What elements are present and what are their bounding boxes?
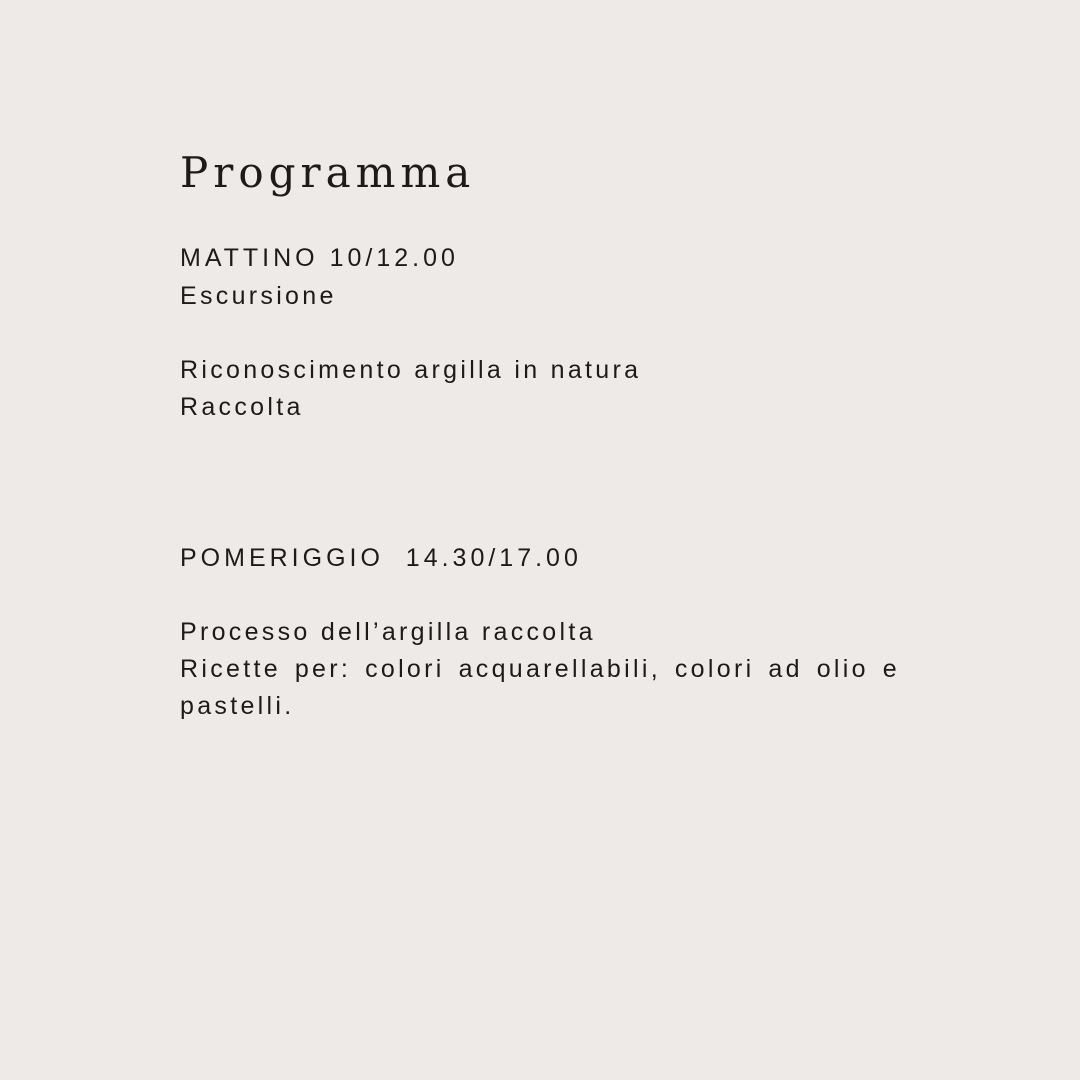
afternoon-heading-text: POMERIGGIO 14.30/17.00 xyxy=(180,544,582,572)
morning-heading: MATTINO 10/12.00 xyxy=(180,244,459,272)
page-title: Programma xyxy=(180,148,476,197)
afternoon-item-ricette: Ricette per: colori acquarellabili, colori ad olio e pastelli. xyxy=(180,655,900,720)
morning-item-escursione: Escursione xyxy=(180,282,337,310)
morning-item-raccolta: Raccolta xyxy=(180,393,304,421)
morning-item-riconoscimento: Riconoscimento argilla in natura xyxy=(180,356,642,384)
afternoon-item-processo: Processo dell’argilla raccolta xyxy=(180,618,596,646)
afternoon-heading xyxy=(180,540,582,577)
